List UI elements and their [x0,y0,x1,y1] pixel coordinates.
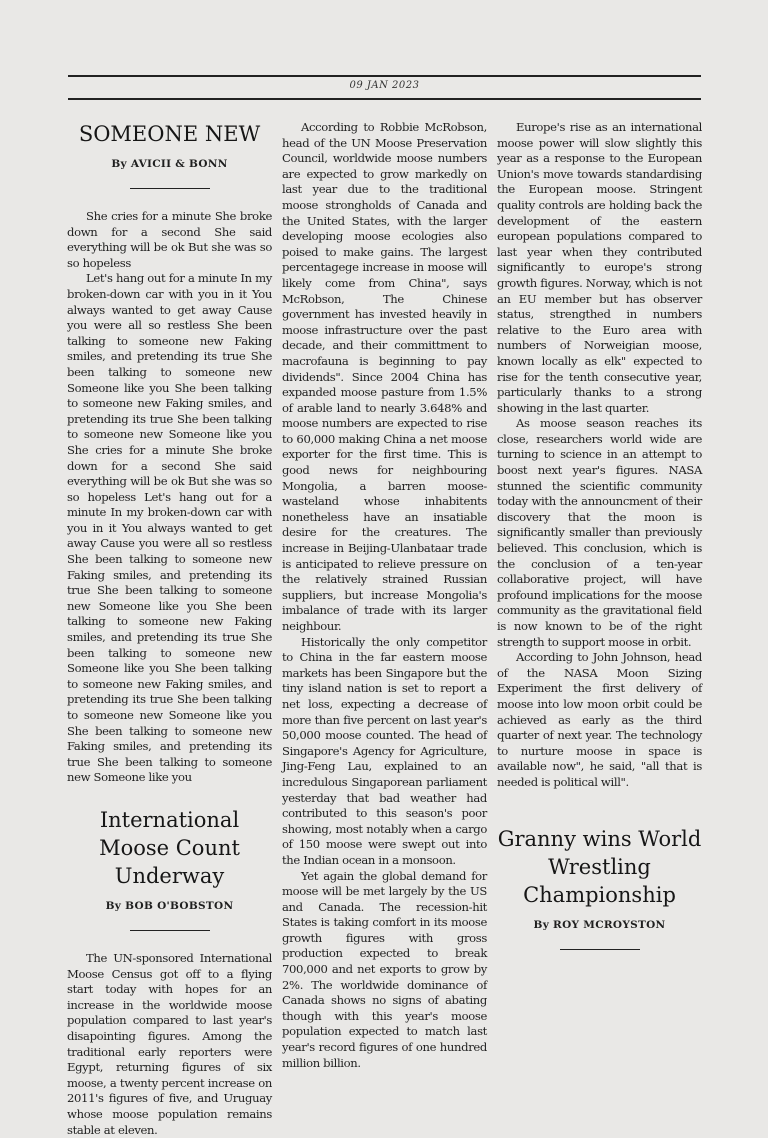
separator [130,188,210,189]
bottom-rule [68,98,701,100]
paragraph: As moose season reaches its close, researchers world wide are turning to science in an attempt to boost next year's figures. NASA stunned the scientific community today with the announcment of their discovery that the moon is significantly smaller than previously believed. This conclusion, which is the conclusion of a ten-year collaborative project, will have profound implications for the moose community as the gravitational field is now known to be of the right strength to support moose in orbit. [497,416,702,649]
column-3 [497,120,702,970]
byline-someone-new: By AVICII & BONN [111,158,228,170]
paragraph: According to John Johnson, head of the NASA Moon Sizing Experiment the first delivery of moose into low moon orbit could be achieved as early as the third quarter of next year. The technology to nurture moose in space is available now", he said, "all that is needed is political will". [497,650,702,789]
top-rule [68,75,701,77]
paragraph: Let's hang out for a minute In my broken-down car with you in it You always wanted to get away Cause you were all so restless She been talking to someone new Faking smiles, and pretending its true She been talking to someone new Someone like you She been talking to someone new Faking smiles, and pretending its true She been talking to someone new Someone like you She cries for a minute She broke down for a second She said everything will be ok But she was so so hopeless Let's hang out for a minute In my broken-down car with you in it You always wanted to get away Cause you were all so restless She been talking to someone new Faking smiles, and pretending its true She been talking to someone new Someone like you She been talking to someone new Faking smiles, and pretending its true She been talking to someone new Someone like you She been talking to someone new Faking smiles, and pretending its true She been talking to someone new Someone like you She been talking to someone new Faking smiles, and pretending its true She been talking to someone new Someone like you [67,271,272,785]
dateline: 09 JAN 2023 [349,80,420,91]
paragraph: She cries for a minute She broke down for a second She said everything will be ok But she was so so hopeless [67,209,272,270]
paragraph: According to Robbie McRobson, head of the UN Moose Preservation Council, worldwide moose numbers are expected to grow markedly on last year due to the traditional moose strongholds of Canada and the United States, with the larger developing moose ecologies also poised to make gains. The largest percentagege increase in moose will likely come from China", says McRobson, The Chinese government has invested heavily in moose infrastructure over the past decade, and their committment to macrofauna is beginning to pay dividends". Since 2004 China has expanded moose pasture from 1.5% of arable land to nearly 3.648% and moose numbers are expected to rise to 60,000 making China a net moose exporter for the first time. This is good news for neighbouring Mongolia, a barren moose-wasteland whose inhabitents nonetheless have an insatiable desire for the creatures. The increase in Beijing-Ulanbataar trade is anticipated to relieve pressure on the relatively strained Russian suppliers, but increase Mongolia's imbalance of trade with its larger neighbour. [282,120,487,633]
byline-moose-count: By BOB O'BOBSTON [105,899,234,912]
column-1 [67,120,272,1138]
paragraph: Yet again the global demand for moose will be met largely by the US and Canada. The recession-hit States is taking comfort in its moose growth figures with gross production expected to break 700,000 and net exports to grow by 2%. The worldwide dominance of Canada shows no signs of abating though with this year's moose population expected to match last year's record figures of one hundred million billion. [282,868,487,1070]
byline-granny-wins: By ROY MCROYSTON [533,918,666,931]
separator [130,930,210,931]
paragraph-moose-intro: The UN-sponsored International Moose Census got off to a flying start today with hopes for an increase in the worldwide moose population compared to last year's disapointing figures. Among the traditional early reporters were Egypt, returning figures of six moose, a twenty percent increase on 2011's figures of five, and Uruguay whose moose population remains stable at eleven. [67,950,272,1137]
headline-granny-wins: Granny wins World Wrestling Championship [497,826,702,907]
separator [560,949,640,950]
column-2 [282,120,487,1071]
headline-someone-new: SOMEONE NEW [78,122,261,146]
paragraph: Europe's rise as an international moose power will slow slightly this year as a response to the European Union's move towards standardising the European moose. Stringent quality controls are holding back the development of the eastern european populations compared to last year when they contributed significantly to europe's strong growth figures. Norway, which is not an EU member but has observer status, strengthed in numbers relative to the Euro area with numbers of Norweigian moose, known locally as elk" expected to rise for the tenth consecutive year, particularly thanks to a strong showing in the last quarter. [497,120,702,415]
headline-moose-count: International Moose Count Underway [99,807,240,888]
paragraph: Historically the only competitor to China in the far eastern moose markets has been Singapore but the tiny island nation is set to report a net loss, expecting a decrease of more than five percent on last year's 50,000 moose counted. The head of Singapore's Agency for Agriculture, Jing-Feng Lau, explained to an incredulous Singaporean parliament yesterday that bad weather had contributed to this season's poor showing, most notably when a cargo of 150 moose were swept out into the Indian ocean in a monsoon. [282,634,487,867]
